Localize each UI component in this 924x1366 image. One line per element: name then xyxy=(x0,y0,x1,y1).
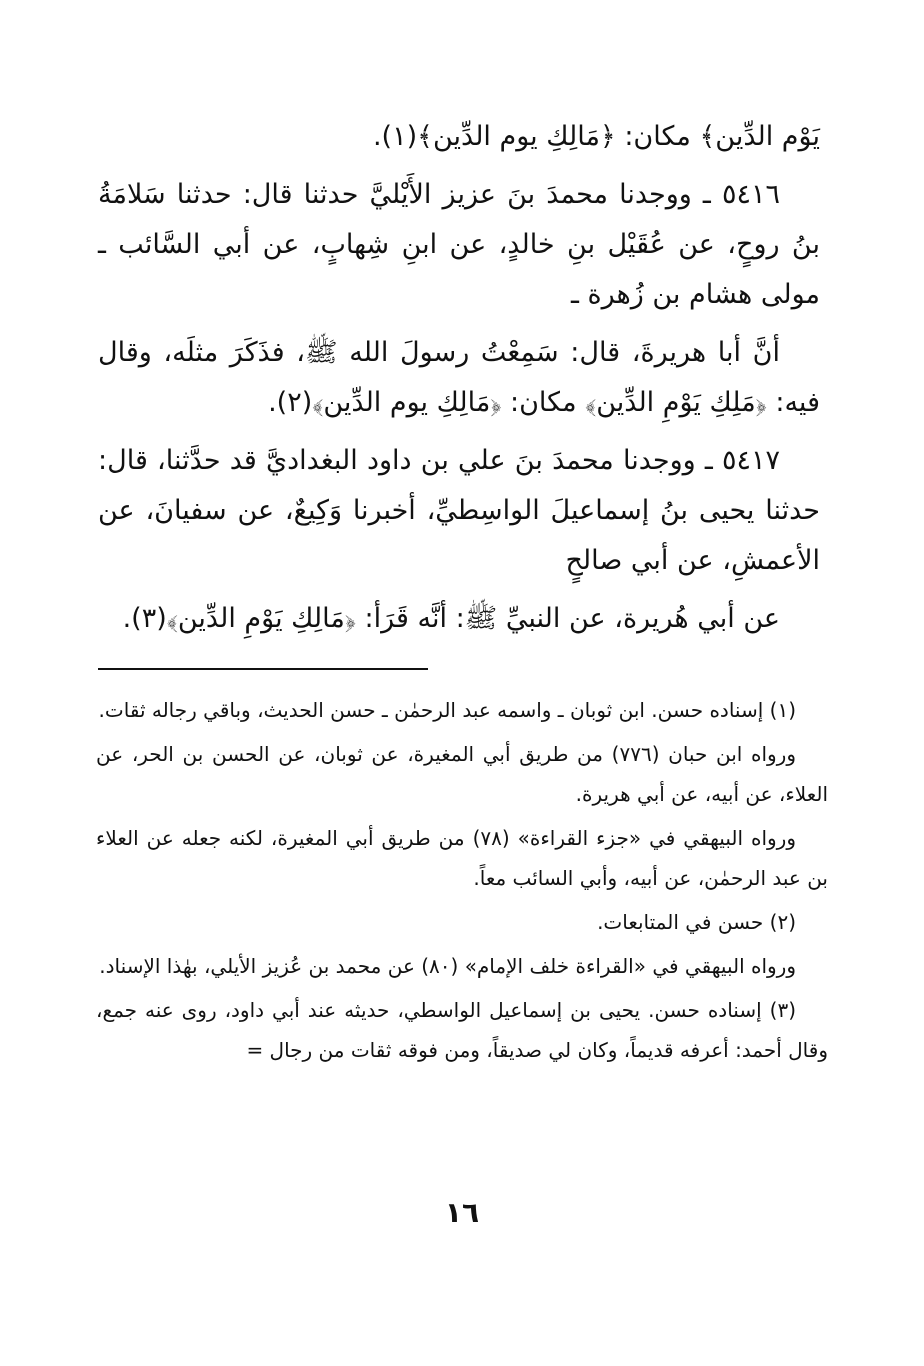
footnote-1: (١) إسناده حسن. ابن ثوبان ـ واسمه عبد الرحمٰن ـ حسن الحديث، وباقي رجاله ثقات. xyxy=(98,698,796,722)
main-text xyxy=(98,112,820,652)
hadith-5416-matn: أنَّ أبا هريرةَ، قال: سَمِعْتُ رسولَ الله ﷺ، فذَكَرَ مثلَه، وقال فيه: ﴿مَلِكِ يَوْمِ الدِّين﴾ مكان: ﴿مَالِكِ يوم الدِّين﴾(٢). xyxy=(98,337,820,418)
footnote-1-ibn-hibban: ورواه ابن حبان (٧٧٦) من طريق أبي المغيرة، عن ثوبان، عن الحسن بن الحر، عن العلاء، عن أبيه، عن أبي هريرة. xyxy=(96,742,828,806)
page-number: ١٦ xyxy=(444,1196,480,1229)
main-paragraph-continuation: يَوْم الدِّين﴾ مكان: ﴿مَالِكِ يوم الدِّين﴾(١). xyxy=(372,121,820,152)
hadith-5417-matn: عن أبي هُريرة، عن النبيِّ ﷺ: أنَّه قَرَأ: ﴿مَالِكِ يَوْمِ الدِّين﴾(٣). xyxy=(122,603,780,634)
hadith-5417-isnad: ٥٤١٧ ـ ووجدنا محمدَ بنَ علي بن داود البغداديَّ قد حدَّثنا، قال: حدثنا يحيى بنُ إسماعيلَ الواسِطيِّ، أخبرنا وَكِيعٌ، عن سفيانَ، عن الأعمشِ، عن أبي صالحٍ xyxy=(98,445,820,576)
footnote-3: (٣) إسناده حسن. يحيى بن إسماعيل الواسطي، حديثه عند أبي داود، روى عنه جمع، وقال أحمد: أعرفه قديماً، وكان لي صديقاً، ومن فوقه ثقات من رجال = xyxy=(96,998,828,1062)
footnotes xyxy=(96,690,828,1074)
footnote-1-bayhaqi: ورواه البيهقي في «جزء القراءة» (٧٨) من طريق أبي المغيرة، لكنه جعله عن العلاء بن عبد الرحمٰن، عن أبيه، وأبي السائب معاً. xyxy=(96,826,828,890)
hadith-5416-isnad: ٥٤١٦ ـ ووجدنا محمدَ بنَ عزيز الأَيْليَّ حدثنا قال: حدثنا سَلامَةُ بنُ روحٍ، عن عُقَيْل بنِ خالدٍ، عن ابنِ شِهابٍ، عن أبي السَّائب ـ مولى هشام بن زُهرة ـ xyxy=(98,179,820,310)
footnote-2: (٢) حسن في المتابعات. xyxy=(597,910,796,934)
footnote-2-bayhaqi: ورواه البيهقي في «القراءة خلف الإمام» (٨٠) عن محمد بن عُزيز الأيلي، بهٰذا الإسناد. xyxy=(99,954,796,978)
footnote-separator xyxy=(98,668,428,670)
